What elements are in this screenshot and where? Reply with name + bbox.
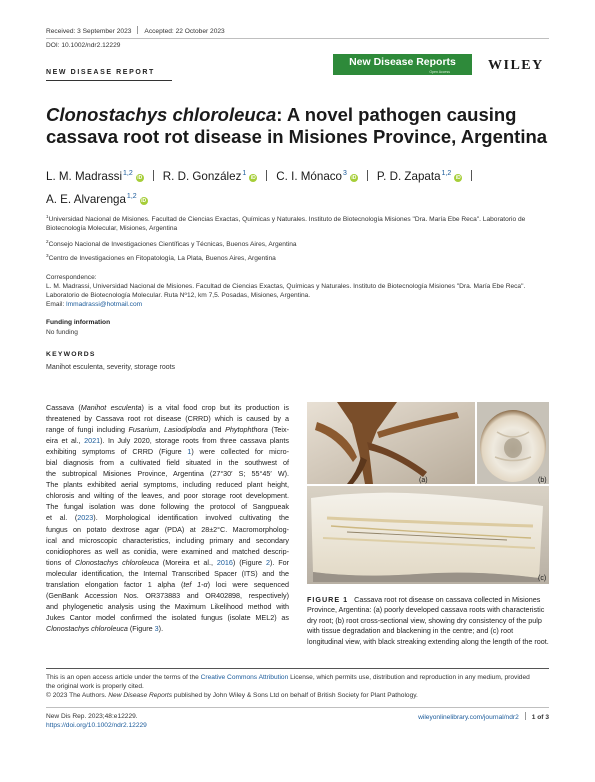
banner-strip bbox=[333, 71, 472, 75]
orcid-icon[interactable]: iD bbox=[137, 175, 143, 181]
body-line: Cassava (Manihot esculenta) is a vital food crop but its production is bbox=[46, 403, 290, 412]
body-line: conidiophores as well as conidia, were examined and matched descrip- bbox=[46, 546, 289, 556]
banner-subtitle: Open Access bbox=[429, 70, 450, 74]
author[interactable]: P. D. Zapata$^{1,2}$iD bbox=[376, 170, 461, 183]
orcid-icon[interactable]: iD bbox=[250, 175, 256, 181]
body-line: exhibiting symptoms of CRRD (Figure 1) were collected for micro- bbox=[46, 447, 289, 457]
author-divider bbox=[153, 170, 154, 181]
affiliation: $^2$Consejo Nacional de Investigaciones Científicas y Técnicas, Buenos Aires, Argentina bbox=[46, 239, 297, 249]
author[interactable]: L. M. Madrassi$^{1,2}$iD bbox=[46, 170, 143, 183]
section-underline bbox=[46, 80, 172, 81]
header-rule bbox=[46, 38, 549, 39]
doi-link[interactable]: https://doi.org/10.1002/ndr2.12229 bbox=[46, 722, 147, 729]
section-label: NEW DISEASE REPORT bbox=[46, 69, 155, 76]
orcid-icon[interactable]: iD bbox=[455, 175, 461, 181]
body-line: Jukes Cantor model confirmed the isolated fungus (isolate MEL2) as bbox=[46, 612, 289, 622]
author-divider bbox=[367, 170, 368, 181]
orcid-icon[interactable]: iD bbox=[141, 198, 147, 204]
cc-license-link[interactable]: Creative Commons Attribution bbox=[200, 674, 289, 681]
title-species: Clonostachys chloroleuca bbox=[46, 104, 277, 125]
footer-rule bbox=[46, 707, 549, 708]
body-line: The fungal isolation was done following the protocol of Sangpueak bbox=[46, 502, 289, 512]
footer-right bbox=[404, 712, 549, 722]
correspondence-block bbox=[46, 273, 549, 309]
panel-a bbox=[307, 402, 475, 484]
panel-c-label: (c) bbox=[538, 575, 547, 582]
orcid-icon[interactable]: iD bbox=[351, 175, 357, 181]
body-line: fungus on potato dextrose agar (PDA) at 28±2°C. Macromorpholog- bbox=[46, 524, 289, 534]
body-line: molecular identification, the Internal Transcribed Spacer (ITS) and the bbox=[46, 568, 289, 578]
correspondence-label: Correspondence: bbox=[46, 274, 97, 281]
author[interactable]: R. D. González$^1$iD bbox=[162, 170, 256, 183]
figure-1-image bbox=[307, 402, 549, 584]
author-divider bbox=[266, 170, 267, 181]
body-line: Clonostachys chloroleuca (Figure 3). bbox=[46, 623, 164, 633]
body-line: ical and microscopic characteristics, including primary and secondary bbox=[46, 535, 289, 545]
affiliation: $^3$Centro de Investigaciones en Fitopatología, La Plata, Buenos Aires, Argentina bbox=[46, 253, 276, 263]
article-title bbox=[46, 104, 556, 148]
author[interactable]: C. I. Mónaco$^3$iD bbox=[276, 170, 357, 183]
panel-c bbox=[307, 486, 549, 584]
correspondence-text: L. M. Madrassi, Universidad Nacional de Misiones. Facultad de Ciencias Exactas, Químicas y Naturales. Instituto de Biotecnología Misiones "Dra. María Ebe Reca". Laboratorio de Biotecnología Molecular. Ruta Nº12, km 7,5. Posadas, Misiones, Argentina. bbox=[46, 283, 526, 299]
license-block: This is an open access article under the terms of the Creative Commons Attribution License, which permits use, distribution and reproduction in any medium, provided the original work is properly cited. © 2023 The Authors. New Disease Reports published by John Wiley & Sons Ltd on behalf of British Society for Plant Pathology. bbox=[46, 674, 530, 699]
publisher-logo: WILEY bbox=[488, 58, 544, 73]
figure-caption bbox=[307, 595, 549, 647]
email-link[interactable]: lmmadrassi@hotmail.com bbox=[66, 301, 143, 308]
body-line: translation elongation factor 1 alpha (tef 1-α) loci were sequenced bbox=[46, 579, 289, 589]
email-line: Email: lmmadrassi@hotmail.com bbox=[46, 301, 143, 308]
body-line: The plants exhibited aerial symptoms, including reduced plant height, bbox=[46, 480, 289, 490]
body-line: eira et al., 2021). In July 2020, storage roots from three cassava plants bbox=[46, 436, 289, 446]
figure-caption-label: FIGURE 1 bbox=[307, 595, 349, 604]
body-line: threatened by Cassava root rot disease (CRRD) which is caused by a bbox=[46, 414, 289, 424]
body-line: range of fungi including Fusarium, Lasiodiplodia and Phytophthora (Teix- bbox=[46, 425, 289, 435]
journal-banner[interactable] bbox=[333, 54, 472, 71]
body-line: et al. (2023). Morphological identification involved cultivating the bbox=[46, 513, 289, 523]
page-number: 1 of 3 bbox=[531, 714, 549, 721]
funding-label: Funding information bbox=[46, 319, 111, 326]
divider bbox=[525, 712, 526, 720]
body-line: and phylogenetic analysis using the Maximum Likelihood method with bbox=[46, 601, 289, 611]
author[interactable]: A. E. Alvarenga$^{1,2}$iD bbox=[46, 193, 147, 206]
panel-a-label: (a) bbox=[419, 477, 428, 484]
body-line: chlorosis and wilting of the leaves, and poor storage root development. bbox=[46, 491, 289, 501]
dates-line bbox=[46, 26, 225, 35]
affiliation: $^1$Universidad Nacional de Misiones. Facultad de Ciencias Exactas, Químicas y Naturales. Instituto de Biotecnología Misiones "Dra. María Ebe Reca". Laboratorio de Biotecnología Molecular, Misiones, Argentina bbox=[46, 214, 526, 233]
received-date: Received: 3 September 2023 bbox=[46, 28, 132, 35]
body-line: the subtropical Misiones Province, Argentina (27°30′ S; 55°45′ W). bbox=[46, 469, 289, 479]
license-rule bbox=[46, 668, 549, 669]
body-line: tions of Clonostachys chloroleuca (Moreira et al., 2016) (Figure 2). For bbox=[46, 557, 290, 567]
panel-b-label: (b) bbox=[538, 477, 547, 484]
funding-text: No funding bbox=[46, 329, 78, 336]
body-line: (GenBank Accession Nos. OR373883 and OR402898, respectively) bbox=[46, 590, 289, 600]
body-text bbox=[46, 402, 289, 634]
keywords-label: KEYWORDS bbox=[46, 351, 96, 358]
divider bbox=[137, 26, 138, 34]
body-line: bial diagnosis from a cultivated field situated in the southwest of bbox=[46, 458, 289, 468]
author-list bbox=[46, 164, 556, 210]
figure-photo-composite bbox=[307, 402, 549, 584]
panel-b bbox=[477, 402, 549, 484]
figure-caption-text: Cassava root rot disease on cassava collected in Misiones Province, Argentina: (a) poorly developed cassava roots with characteristic dry root; (b) root cross-sectional view, showing dry consistency of the pulp with tissue degradation and blackening in the centre; and (c) root longitudinal view, with black streaking extending along the length of the root. bbox=[307, 595, 549, 646]
banner-title: New Disease Reports bbox=[349, 56, 456, 68]
footer-citation: New Dis Rep. 2023;48:e12229. https://doi.org/10.1002/ndr2.12229 bbox=[46, 713, 147, 729]
title-rest: : A novel pathogen causing cassava root rot disease in Misiones Province, Argentina bbox=[46, 104, 548, 147]
journal-url-link[interactable]: wileyonlinelibrary.com/journal/ndr2 bbox=[418, 714, 519, 721]
keywords-text: Manihot esculenta, severity, storage roots bbox=[46, 364, 176, 371]
doi: DOI: 10.1002/ndr2.12229 bbox=[46, 42, 121, 49]
accepted-date: Accepted: 22 October 2023 bbox=[144, 28, 225, 35]
author-divider bbox=[471, 170, 472, 181]
